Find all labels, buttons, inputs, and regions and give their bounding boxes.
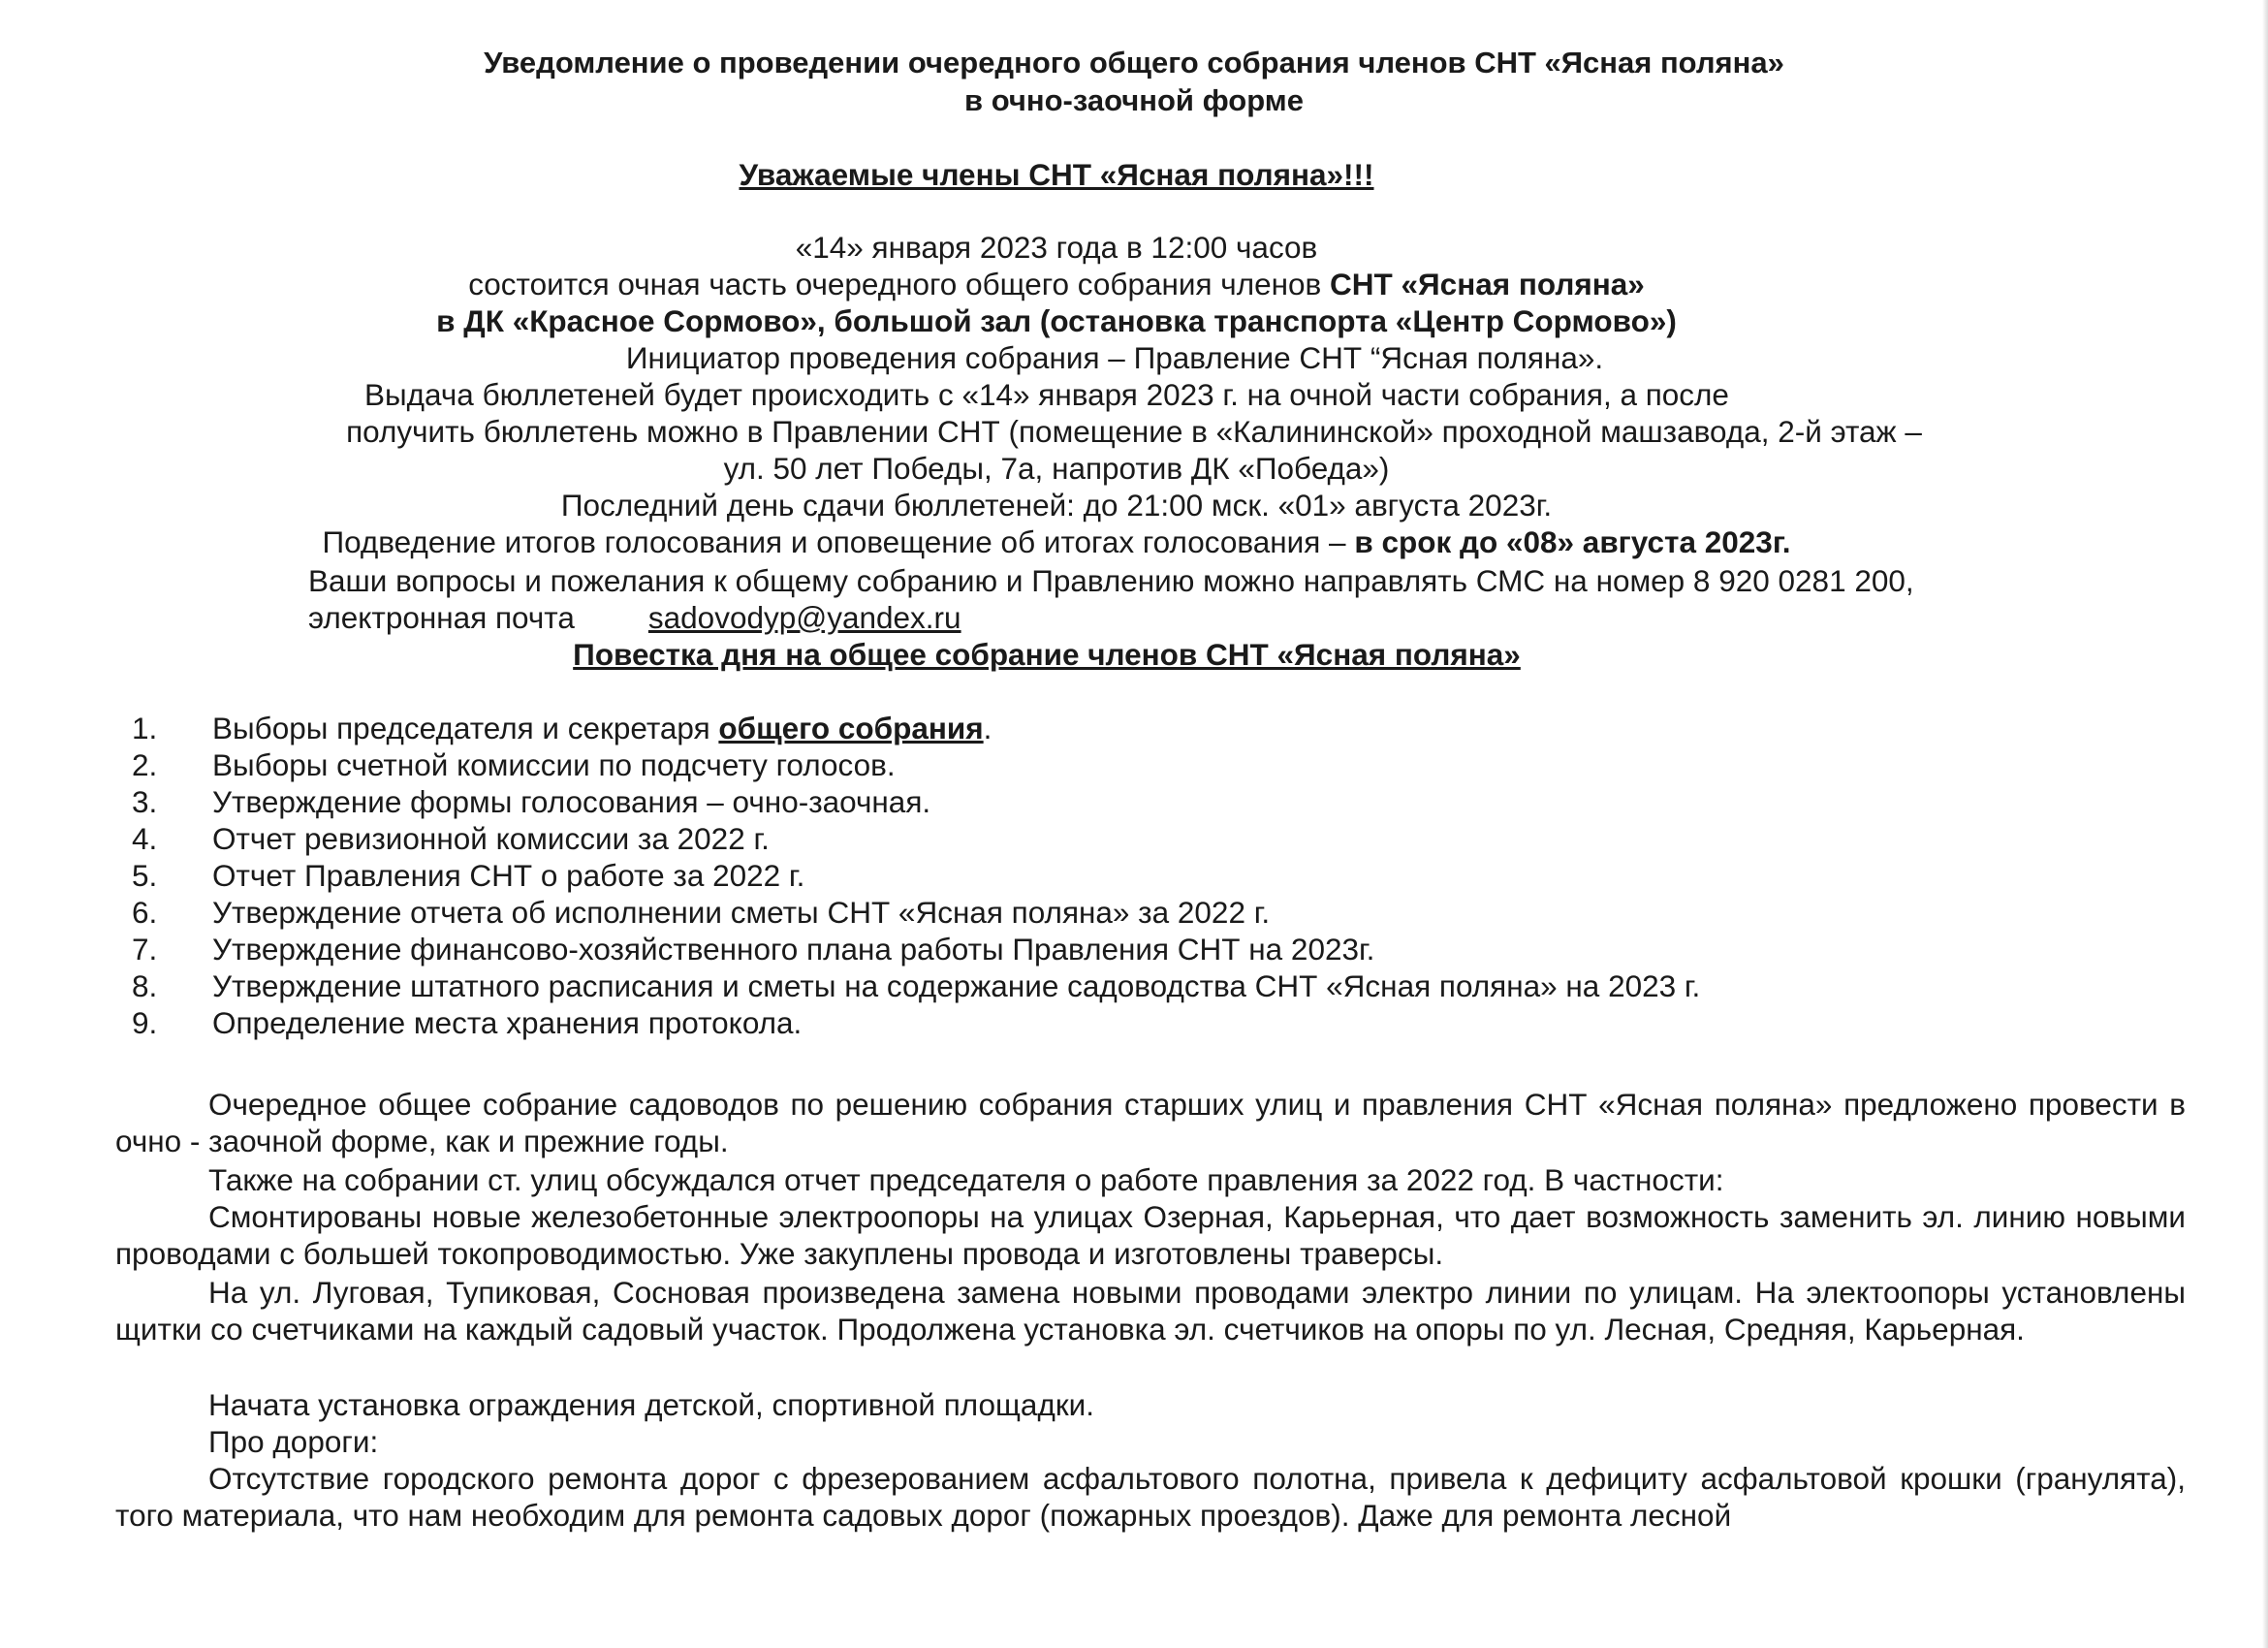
body-paragraph-text: Про дороги: bbox=[208, 1424, 379, 1459]
agenda-item bbox=[132, 746, 896, 783]
agenda-item-text: Утверждение формы голосования – очно-заочная. bbox=[212, 784, 931, 819]
meeting-venue: в ДК «Красное Сормово», большой зал (остановка транспорта «Центр Сормово») bbox=[436, 303, 1677, 338]
scan-edge-shadow bbox=[2262, 0, 2268, 1648]
agenda-item-number: 9. bbox=[132, 1005, 158, 1040]
body-paragraph bbox=[115, 1198, 2186, 1272]
agenda-item-number: 3. bbox=[132, 784, 158, 819]
body-paragraph-text: На ул. Луговая, Тупиковая, Сосновая произведена замена новыми проводами электро линии по улицам. На электоопоры установлены щитки со счетчиками на каждый садовый участок. Продолжена установка эл. счетчиков на опоры по ул. Лесная, Средняя, Карьерная. bbox=[115, 1275, 2186, 1347]
agenda-item-text: Выборы председателя и секретаря bbox=[212, 711, 719, 745]
agenda-item bbox=[132, 820, 770, 857]
contact-email-label: электронная почта bbox=[308, 600, 575, 635]
meeting-date-time: «14» января 2023 года в 12:00 часов bbox=[795, 230, 1318, 265]
agenda-item-emphasis: общего собрания bbox=[718, 711, 984, 745]
meeting-announcement-text: состоится очная часть очередного общего собрания членов bbox=[468, 267, 1331, 301]
ballot-deadline: Последний день сдачи бюллетеней: до 21:00 мск. «01» августа 2023г. bbox=[560, 488, 1553, 523]
meeting-initiator: Инициатор проведения собрания – Правление СНТ “Ясная поляна». bbox=[625, 340, 1604, 375]
agenda-item-text: Утверждение штатного расписания и сметы на содержание садоводства СНТ «Ясная поляна» на 2023 г. bbox=[212, 968, 1701, 1003]
body-paragraph bbox=[115, 1161, 2186, 1198]
org-name-part-1: СНТ « bbox=[1330, 267, 1419, 301]
body-paragraph bbox=[115, 1274, 2186, 1347]
body-paragraph-text: Очередное общее собрание садоводов по решению собрания старших улиц и правления СНТ «Ясная поляна» предложено провести в очно - заочной форме, как и прежние годы. bbox=[115, 1087, 2186, 1158]
greeting: Уважаемые члены СНТ «Ясная поляна»!!! bbox=[739, 157, 1374, 192]
agenda-item-number: 6. bbox=[132, 895, 158, 930]
agenda-item bbox=[132, 783, 930, 820]
body-paragraph-text: Смонтированы новые железобетонные электроопоры на улицах Озерная, Карьерная, что дает возможность заменить эл. линию новыми проводами с большей токопроводимостью. Уже закуплены провода и изготовлены траверсы. bbox=[115, 1199, 2186, 1271]
org-name-part-2: Ясная поляна» bbox=[1418, 267, 1645, 301]
contact-sms: Ваши вопросы и пожелания к общему собранию и Правлению можно направлять СМС на номер 8 920 0281 200, bbox=[308, 563, 1914, 598]
agenda-item-suffix: . bbox=[983, 711, 992, 745]
agenda-item-number: 7. bbox=[132, 932, 158, 967]
agenda-item-text: Определение места хранения протокола. bbox=[212, 1005, 803, 1040]
body-paragraph bbox=[115, 1086, 2186, 1159]
results-text: Подведение итогов голосования и оповещение об итогах голосования – bbox=[322, 524, 1355, 559]
body-paragraph bbox=[115, 1423, 2186, 1460]
agenda-item-text: Выборы счетной комиссии по подсчету голосов. bbox=[212, 747, 896, 782]
agenda-item bbox=[132, 710, 992, 746]
results-deadline: в срок до «08» августа 2023г. bbox=[1354, 524, 1791, 559]
agenda-item bbox=[132, 931, 1374, 967]
agenda-item bbox=[132, 894, 1270, 931]
agenda-item bbox=[132, 967, 1700, 1004]
agenda-item bbox=[132, 1004, 802, 1041]
agenda-item-number: 5. bbox=[132, 858, 158, 893]
document-title-line-2: в очно-заочной форме bbox=[964, 83, 1304, 117]
agenda-item-text: Утверждение финансово-хозяйственного плана работы Правления СНТ на 2023г. bbox=[212, 932, 1375, 967]
agenda-item-text: Отчет Правления СНТ о работе за 2022 г. bbox=[212, 858, 805, 893]
agenda-item-number: 1. bbox=[132, 711, 158, 745]
contact-email-link[interactable]: sadovodyp@yandex.ru bbox=[647, 600, 961, 635]
agenda-item-number: 4. bbox=[132, 821, 158, 856]
agenda-item-text: Утверждение отчета об исполнении сметы СНТ «Ясная поляна» за 2022 г. bbox=[212, 895, 1271, 930]
ballot-issue-line-3: ул. 50 лет Победы, 7а, напротив ДК «Победа») bbox=[723, 451, 1390, 486]
ballot-issue-line-2: получить бюллетень можно в Правлении СНТ (помещение в «Калининской» проходной машзавода, 2-й этаж – bbox=[346, 414, 1922, 449]
agenda-heading: Повестка дня на общее собрание членов СНТ «Ясная поляна» bbox=[573, 637, 1521, 672]
agenda-item-number: 2. bbox=[132, 747, 158, 782]
meeting-announcement bbox=[0, 266, 2190, 302]
body-paragraph-text: Отсутствие городского ремонта дорог с фрезерованием асфальтового полотна, привела к дефициту асфальтовой крошки (гранулята), того материала, что нам необходим для ремонта садовых дорог (пожарных проездов). Даже для ремонта лесной bbox=[115, 1461, 2186, 1533]
document-title-line-1: Уведомление о проведении очередного общего собрания членов СНТ «Ясная поляна» bbox=[484, 46, 1784, 79]
body-paragraph-text: Также на собрании ст. улиц обсуждался отчет председателя о работе правления за 2022 год. В частности: bbox=[208, 1162, 1724, 1197]
body-paragraph bbox=[115, 1386, 2186, 1423]
results-announcement bbox=[0, 523, 2190, 560]
agenda-item-text: Отчет ревизионной комиссии за 2022 г. bbox=[212, 821, 770, 856]
ballot-issue-line-1: Выдача бюллетеней будет происходить с «14» января 2023 г. на очной части собрания, а после bbox=[364, 377, 1729, 412]
body-paragraph bbox=[115, 1460, 2186, 1534]
agenda-item bbox=[132, 857, 804, 894]
body-paragraph-text: Начата установка ограждения детской, спортивной площадки. bbox=[208, 1387, 1094, 1422]
agenda-item-number: 8. bbox=[132, 968, 158, 1003]
contact-email-row bbox=[308, 599, 961, 636]
